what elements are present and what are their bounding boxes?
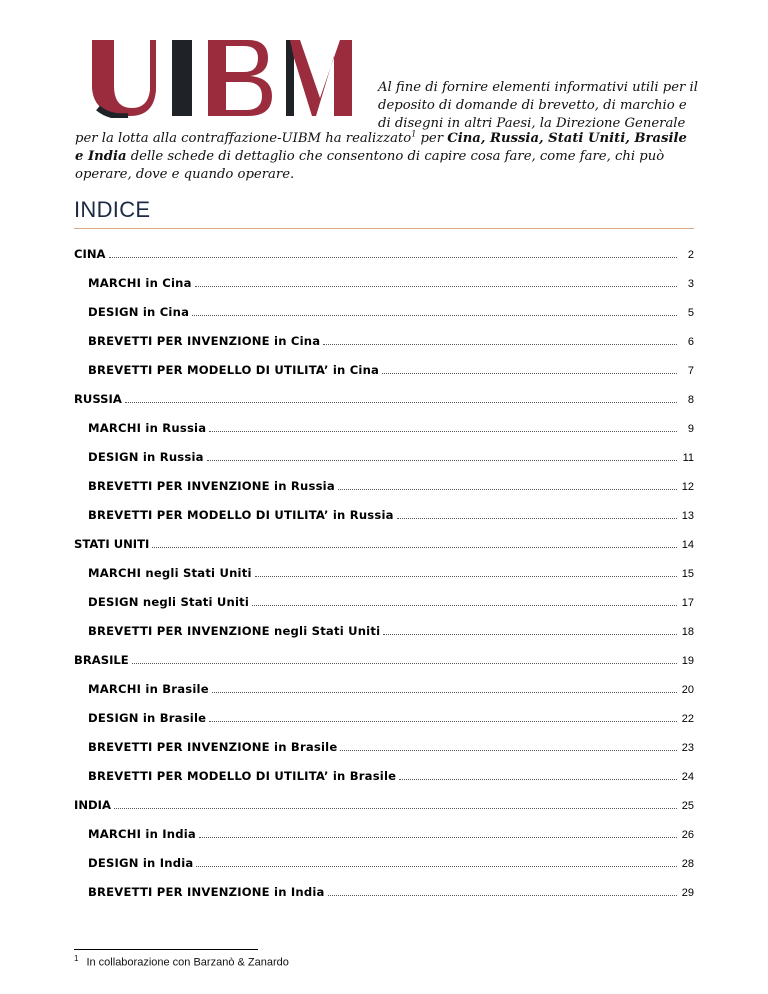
toc-entry-label: RUSSIA [74, 392, 122, 406]
toc-entry-label: MARCHI in Brasile [88, 682, 209, 696]
toc-dot-leader [152, 546, 677, 548]
intro-line: operare, dove e quando operare. [75, 167, 295, 183]
toc-entry-label: DESIGN in India [88, 856, 194, 870]
toc-entry[interactable] [74, 464, 694, 493]
toc-entry[interactable] [74, 522, 694, 551]
footnote [74, 954, 289, 969]
toc-dot-leader [114, 807, 677, 809]
toc-dot-leader [125, 401, 677, 403]
toc-entry-page: 20 [681, 684, 694, 696]
toc-entry[interactable] [74, 406, 694, 435]
toc-entry-page: 5 [687, 307, 694, 319]
toc-entry-page: 24 [681, 771, 694, 783]
toc-entry-label: BREVETTI PER INVENZIONE in Russia [88, 479, 335, 493]
toc-entry-inner [74, 885, 694, 899]
toc-entry[interactable] [74, 696, 694, 725]
toc-dot-leader [397, 517, 677, 519]
toc-dot-leader [399, 778, 677, 780]
toc-dot-leader [209, 720, 677, 722]
footnote-separator [74, 949, 258, 950]
toc-entry-page: 19 [681, 655, 694, 667]
toc-entry-page: 8 [687, 394, 694, 406]
toc-entry-page: 18 [681, 626, 694, 638]
toc-entry-inner [74, 566, 694, 580]
toc-entry[interactable] [74, 667, 694, 696]
toc-entry-label: BREVETTI PER INVENZIONE in Cina [88, 334, 321, 348]
footnote-number: 1 [74, 954, 79, 963]
toc-entry-page: 23 [681, 742, 694, 754]
toc-dot-leader [207, 459, 677, 461]
toc-dot-leader [199, 836, 677, 838]
toc-entry[interactable] [74, 580, 694, 609]
toc-entry-label: DESIGN in Cina [88, 305, 190, 319]
toc-entry-inner [74, 595, 694, 609]
toc-dot-leader [382, 372, 677, 374]
toc-dot-leader [209, 430, 677, 432]
toc-entry-inner [74, 653, 694, 667]
toc-entry-page: 6 [687, 336, 694, 348]
toc-entry-label: MARCHI in Cina [88, 276, 192, 290]
toc-entry[interactable] [74, 638, 694, 667]
toc-dot-leader [252, 604, 677, 606]
footnote-text: In collaborazione con Barzanò & Zanardo [86, 956, 289, 969]
toc-entry-inner [74, 856, 694, 870]
toc-entry[interactable] [74, 754, 694, 783]
toc-dot-leader [195, 285, 677, 287]
toc-dot-leader [212, 691, 677, 693]
toc-entry-label: BREVETTI PER INVENZIONE in India [88, 885, 325, 899]
uibm-logo-graphic [90, 38, 356, 118]
toc-dot-leader [383, 633, 677, 635]
toc-entry-page: 17 [681, 597, 694, 609]
toc-dot-leader [196, 865, 677, 867]
toc-entry-page: 14 [681, 539, 694, 551]
toc-entry-inner [74, 479, 694, 493]
toc-entry-inner [74, 798, 694, 812]
toc-entry-label: DESIGN in Russia [88, 450, 204, 464]
toc-entry[interactable] [74, 841, 694, 870]
toc-entry-label: BRASILE [74, 653, 129, 667]
toc-entry-inner [74, 363, 694, 377]
toc-entry-page: 11 [682, 452, 694, 464]
toc-entry-page: 29 [681, 887, 694, 899]
toc-entry[interactable] [74, 870, 694, 899]
toc-entry-inner [74, 305, 694, 319]
toc-dot-leader [323, 343, 677, 345]
toc-entry-label: STATI UNITI [74, 537, 150, 551]
intro-paragraph-top [378, 79, 708, 133]
toc-entry-page: 15 [681, 568, 694, 580]
toc-entry-label: BREVETTI PER INVENZIONE negli Stati Uniti [88, 624, 381, 638]
toc-entry[interactable] [74, 319, 694, 348]
intro-paragraph-bottom [75, 130, 705, 185]
toc-entry-page: 26 [681, 829, 694, 841]
toc-entry[interactable] [74, 812, 694, 841]
toc-entry-inner [74, 537, 694, 551]
intro-text: delle schede di dettaglio che consentono di capire cosa fare, come fare, chi può [126, 149, 665, 165]
toc-dot-leader [132, 662, 677, 664]
intro-countries: Cina, Russia, Stati Uniti, Brasile [447, 131, 687, 146]
toc-entry-page: 28 [681, 858, 694, 870]
toc-entry[interactable] [74, 725, 694, 754]
footnote-ref[interactable]: 1 [411, 129, 417, 139]
toc-dot-leader [192, 314, 677, 316]
toc-title-rule [74, 228, 694, 229]
toc-entry-inner [74, 508, 694, 522]
toc-entry-page: 13 [681, 510, 694, 522]
toc-entry-label: INDIA [74, 798, 111, 812]
intro-line [75, 130, 705, 148]
toc-entry-inner [74, 740, 694, 754]
intro-line: deposito di domande di brevetto, di marchio e [378, 98, 687, 113]
toc-entry-label: BREVETTI PER MODELLO DI UTILITA’ in Russia [88, 508, 394, 522]
toc-entry-page: 22 [681, 713, 694, 725]
toc-entry-page: 7 [687, 365, 694, 377]
uibm-logo [90, 38, 356, 118]
toc-entry-label: MARCHI negli Stati Uniti [88, 566, 252, 580]
toc-dot-leader [340, 749, 677, 751]
toc-entry[interactable] [74, 609, 694, 638]
toc-dot-leader [328, 894, 677, 896]
toc-entry-inner [74, 827, 694, 841]
toc-entry-inner [74, 247, 694, 261]
toc-entry-label: BREVETTI PER MODELLO DI UTILITA’ in Brasile [88, 769, 397, 783]
toc-entry[interactable] [74, 290, 694, 319]
table-of-contents [74, 232, 694, 899]
toc-title: INDICE [74, 197, 151, 222]
toc-entry-inner [74, 334, 694, 348]
intro-text: per la lotta alla contraffazione-UIBM ha realizzato [75, 131, 412, 146]
toc-entry-inner [74, 392, 694, 406]
toc-entry[interactable] [74, 348, 694, 377]
toc-entry-label: CINA [74, 247, 106, 261]
toc-entry[interactable] [74, 377, 694, 406]
toc-entry[interactable] [74, 435, 694, 464]
toc-entry-inner [74, 624, 694, 638]
toc-entry[interactable] [74, 493, 694, 522]
toc-dot-leader [109, 256, 678, 258]
toc-entry-label: BREVETTI PER INVENZIONE in Brasile [88, 740, 338, 754]
toc-entry-label: MARCHI in Russia [88, 421, 207, 435]
toc-dot-leader [338, 488, 677, 490]
toc-entry-inner [74, 769, 694, 783]
toc-entry-label: DESIGN in Brasile [88, 711, 207, 725]
toc-entry[interactable] [74, 551, 694, 580]
toc-entry[interactable] [74, 261, 694, 290]
toc-entry-inner [74, 450, 694, 464]
toc-entry-page: 9 [687, 423, 694, 435]
toc-entry-label: DESIGN negli Stati Uniti [88, 595, 250, 609]
intro-countries: e India [75, 149, 127, 165]
toc-entry-inner [74, 421, 694, 435]
toc-entry-inner [74, 711, 694, 725]
toc-entry-page: 2 [687, 249, 694, 261]
intro-line [75, 148, 705, 166]
toc-entry-page: 12 [681, 481, 694, 493]
intro-line: di disegni in altri Paesi, la Direzione Generale [378, 116, 686, 131]
toc-entry[interactable] [74, 232, 694, 261]
intro-text: per [416, 131, 448, 146]
toc-entry[interactable] [74, 783, 694, 812]
toc-dot-leader [255, 575, 677, 577]
toc-entry-page: 3 [687, 278, 694, 290]
toc-entry-inner [74, 682, 694, 696]
toc-entry-label: MARCHI in India [88, 827, 196, 841]
toc-entry-label: BREVETTI PER MODELLO DI UTILITA’ in Cina [88, 363, 380, 377]
intro-line: Al fine di fornire elementi informativi utili per il [378, 80, 698, 95]
toc-entry-inner [74, 276, 694, 290]
toc-entry-page: 25 [681, 800, 694, 812]
